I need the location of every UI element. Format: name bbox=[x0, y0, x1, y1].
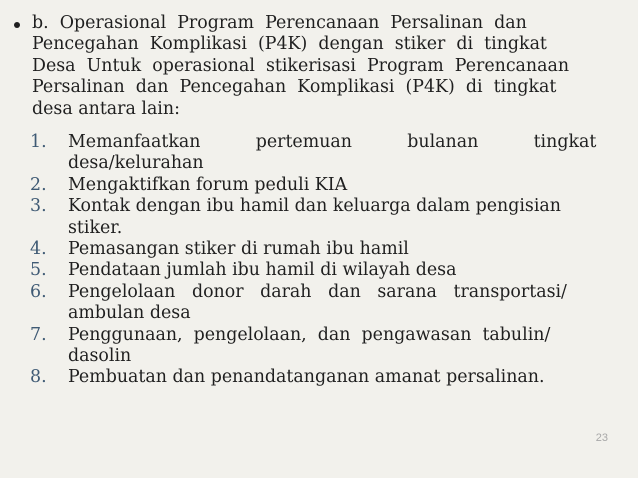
list-item bbox=[30, 196, 618, 239]
list-item bbox=[30, 325, 618, 368]
list-number: 5. bbox=[30, 260, 47, 281]
list-item-line: desa/kelurahan bbox=[68, 153, 204, 174]
list-number: 2. bbox=[30, 174, 47, 195]
list-item bbox=[30, 260, 618, 281]
list-number: 8. bbox=[30, 367, 47, 388]
list-number: 4. bbox=[30, 239, 47, 260]
list-item bbox=[30, 282, 618, 325]
intro-line: Pencegahan Komplikasi (P4K) dengan stiker di tingkat bbox=[32, 34, 547, 55]
bullet-icon bbox=[14, 22, 20, 28]
intro-line: Desa Untuk operasional stikerisasi Program Perencanaan bbox=[32, 55, 570, 76]
numbered-list bbox=[30, 132, 618, 389]
list-item-line: Mengaktifkan forum peduli KIA bbox=[68, 174, 348, 195]
list-item bbox=[30, 367, 618, 388]
list-item bbox=[30, 175, 618, 196]
list-item-line: Pengelolaan donor darah dan sarana transportasi/ bbox=[68, 281, 567, 302]
list-item-line: ambulan desa bbox=[68, 303, 191, 324]
list-number: 3. bbox=[30, 196, 47, 217]
list-item-line: dasolin bbox=[68, 346, 132, 367]
list-item-line: Pendataan jumlah ibu hamil di wilayah desa bbox=[68, 260, 457, 281]
list-item bbox=[30, 239, 618, 260]
page-number: 23 bbox=[595, 432, 608, 444]
list-item-line: Pemasangan stiker di rumah ibu hamil bbox=[68, 239, 409, 260]
intro-paragraph bbox=[32, 13, 618, 120]
list-item-line: Kontak dengan ibu hamil dan keluarga dalam pengisian bbox=[68, 196, 561, 217]
intro-line: desa antara lain: bbox=[32, 98, 180, 119]
list-number: 1. bbox=[30, 132, 47, 152]
list-item-line: Penggunaan, pengelolaan, dan pengawasan tabulin/ bbox=[68, 324, 551, 345]
intro-line: Persalinan dan Pencegahan Komplikasi (P4K) di tingkat bbox=[32, 77, 557, 98]
list-number: 7. bbox=[30, 324, 47, 345]
list-item-line: stiker. bbox=[68, 217, 123, 238]
list-item-line: Pembuatan dan penandatanganan amanat persalinan. bbox=[68, 367, 545, 388]
intro-line: b. Operasional Program Perencanaan Persalinan dan bbox=[32, 13, 527, 33]
list-number: 6. bbox=[30, 281, 47, 302]
list-item-line: Memanfaatkan pertemuan bulanan tingkat bbox=[68, 132, 597, 152]
list-item bbox=[30, 132, 618, 175]
